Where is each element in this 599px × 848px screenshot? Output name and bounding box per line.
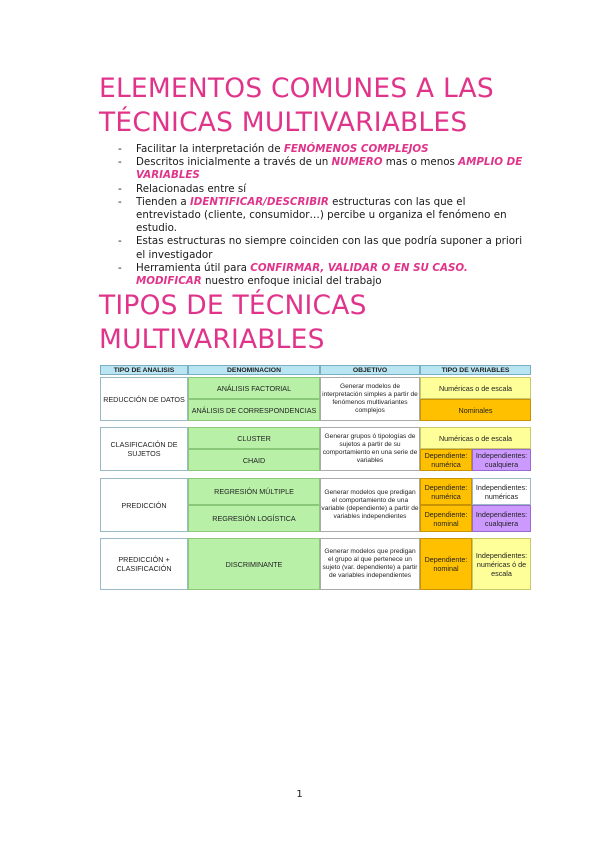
section-title-elementos: ELEMENTOS COMUNES A LAS TÉCNICAS MULTIVARIABLES xyxy=(99,73,494,138)
objetivo-prediccion: Generar modelos que predigan el comportamiento de una variable (dependiente) a partir de variables independientes xyxy=(320,478,420,532)
bullet-list xyxy=(118,143,528,288)
den-discriminante: DISCRIMINANTE xyxy=(188,538,320,590)
var-independientes: Independientes: numéricas xyxy=(472,478,531,505)
list-item: - Facilitar la interpretación de FENÓMENOS COMPLEJOS xyxy=(118,143,429,155)
den-cluster: CLUSTER xyxy=(188,427,320,449)
var-dependiente: Dependiente: nominal xyxy=(420,538,472,590)
var-numericas: Numéricas o de escala xyxy=(420,377,531,399)
var-independientes: Independientes: numéricas ó de escala xyxy=(472,538,531,590)
techniques-table xyxy=(100,365,531,595)
den-chaid: CHAID xyxy=(188,449,320,471)
den-correspondencias: ANÁLISIS DE CORRESPONDENCIAS xyxy=(188,399,320,421)
tipo-clasificacion: CLASIFICACIÓN DE SUJETOS xyxy=(100,427,188,471)
var-dependiente: Dependiente: numérica xyxy=(420,478,472,505)
var-nominales: Nominales xyxy=(420,399,531,421)
list-item: - Descritos inicialmente a través de un NUMERO mas o menos AMPLIO DE VARIABLES xyxy=(118,156,523,182)
list-item: - Herramienta útil para CONFIRMAR, VALIDAR O EN SU CASO. MODIFICAR nuestro enfoque inicial del trabajo xyxy=(118,261,468,288)
var-dependiente: Dependiente: nominal xyxy=(420,505,472,532)
var-numericas: Numéricas o de escala xyxy=(420,427,531,449)
var-independientes: Independientes: cualquiera xyxy=(472,449,531,471)
var-dependiente: Dependiente: numérica xyxy=(420,449,472,471)
den-regresion-multiple: REGRESIÓN MÚLTIPLE xyxy=(188,478,320,505)
tipo-reduccion: REDUCCIÓN DE DATOS xyxy=(100,377,188,421)
den-regresion-logistica: REGRESIÓN LOGÍSTICA xyxy=(188,505,320,532)
list-item: - Relacionadas entre sí xyxy=(118,182,247,195)
tipo-prediccion: PREDICCIÓN xyxy=(100,478,188,532)
header-denominacion: DENOMINACION xyxy=(188,365,320,375)
section-title-tipos: TIPOS DE TÉCNICAS MULTIVARIABLES xyxy=(99,290,367,355)
objetivo-discriminante: Generar modelos que predigan el grupo al que pertenece un sujeto (var. dependiente) a partir de variables independientes xyxy=(320,538,420,590)
den-factorial: ANÁLISIS FACTORIAL xyxy=(188,377,320,399)
page-number: 1 xyxy=(296,789,303,800)
var-independientes: Independientes: cualquiera xyxy=(472,505,531,532)
header-variables: TIPO DE VARIABLES xyxy=(420,365,531,375)
objetivo-clasificacion: Generar grupos ó tipologías de sujetos a partir de su comportamiento en una serie de variables xyxy=(320,427,420,471)
tipo-prediccion-clasificacion: PREDICCIÓN + CLASIFICACIÓN xyxy=(100,538,188,590)
header-objetivo: OBJETIVO xyxy=(320,365,420,375)
objetivo-reduccion: Generar modelos de interpretación simples a partir de fenómenos multivariantes complejos xyxy=(320,377,420,421)
list-item: - Tienden a IDENTIFICAR/DESCRIBIR estructuras con las que el entrevistado (cliente, consumidor…) percibe u organiza el fenómeno en estudio. xyxy=(118,195,507,235)
header-tipo: TIPO DE ANALISIS xyxy=(100,365,188,375)
list-item: - Estas estructuras no siempre coinciden con las que podría suponer a priori el investigador xyxy=(118,235,523,261)
